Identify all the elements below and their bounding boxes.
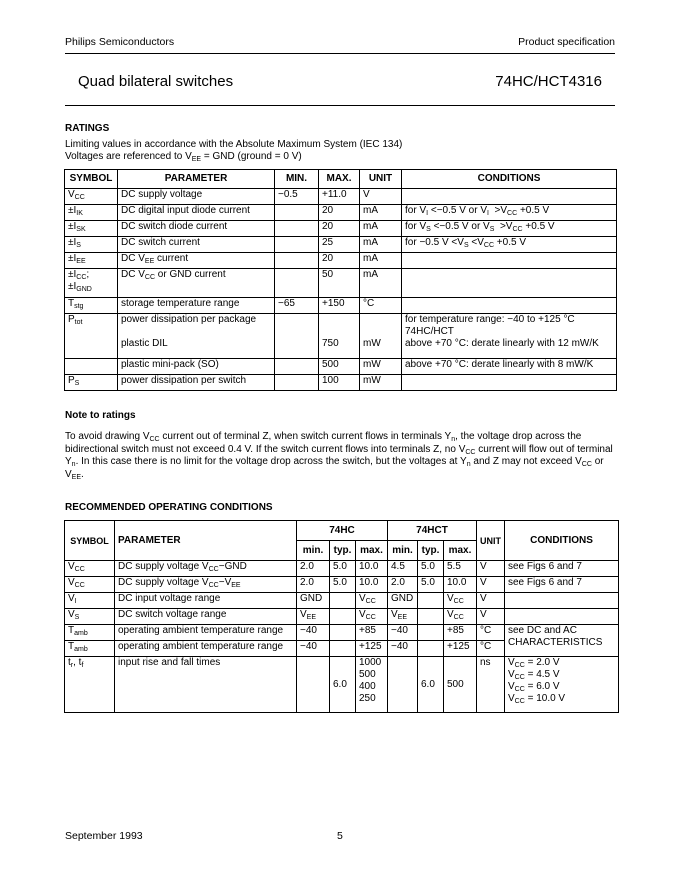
group-74hct: 74HCT [388, 521, 477, 541]
ratings-line-1: Limiting values in accordance with the Absolute Maximum System (IEC 134) [65, 139, 403, 150]
col-conditions: CONDITIONS [505, 521, 619, 561]
table-row: $\pm I_{SK}$ DC switch diode current 20 mA for $V_S <-0.5$ V or $V_S >V_{CC} +0.5$ V [65, 221, 617, 237]
ratings-header-row [65, 170, 617, 189]
company-name: Philips Semiconductors [65, 36, 175, 48]
col-hct-max: max. [444, 541, 477, 561]
table-row: $t_r$, $t_f$ input rise and fall times 6.0 1000 500 400 250 6.0 500 ns $V_{CC} = 2.0$ V $V_{CC} = 4.5$ V $V_{CC} = 6.0$ V $V_{CC} = 10.0$ V [65, 657, 619, 713]
table-row: $\pm I_S$ DC switch current 25 mA for −0.5 $V <V_S <V_{CC} +0.5$ V [65, 237, 617, 253]
table-row: $V_I$ DC input voltage range GND $V_{CC}$ GND $V_{CC}$ V [65, 593, 619, 609]
col-unit: UNIT [477, 521, 505, 561]
header-divider [65, 53, 615, 54]
col-hct-min: min. [388, 541, 418, 561]
roc-heading: RECOMMENDED OPERATING CONDITIONS [65, 502, 273, 513]
table-row: $T_{amb}$ operating ambient temperature range −40 +85 −40 +85 °C see DC and AC CHARACTERISTICS [65, 625, 619, 641]
note-heading: Note to ratings [65, 410, 136, 421]
col-unit: UNIT [360, 170, 402, 189]
col-parameter: PARAMETER [118, 170, 275, 189]
title-divider [65, 105, 615, 106]
table-row: $V_{CC}$ DC supply voltage $V_{CC}-V_{EE}$ 2.0 5.0 10.0 2.0 5.0 10.0 V see Figs 6 and 7 [65, 577, 619, 593]
col-hct-typ: typ. [418, 541, 444, 561]
table-row: $\pm I_{CC}$; $\pm I_{GND}$ DC $V_{CC}$ or GND current 50 mA [65, 269, 617, 298]
table-row: $\pm I_{EE}$ DC $V_{EE}$ current 20 mA [65, 253, 617, 269]
roc-table [64, 520, 619, 713]
col-symbol: SYMBOL [65, 521, 115, 561]
note-text: To avoid drawing $V_{CC}$ current out of terminal Z, when switch current flows in terminals $Y_n$, the voltage drop across the bidirectional switch must not exceed 0.4 V. If the switch current flows into terminals Z, no $V_{CC}$ current will flow out of terminal $Y_n$. In this case there is no limit for the voltage drop across the switch, but the voltages at $Y_n$ and Z may not exceed $V_{CC}$ or $V_{EE}$. [65, 431, 613, 481]
group-74hc: 74HC [297, 521, 388, 541]
page-title: Quad bilateral switches [78, 73, 234, 90]
col-symbol: SYMBOL [65, 170, 118, 189]
table-row: plastic mini-pack (SO) 500 mW above +70 °C: derate linearly with 8 mW/K [65, 359, 617, 375]
document-type: Product specification [518, 36, 615, 48]
col-conditions: CONDITIONS [402, 170, 617, 189]
col-min: MIN. [275, 170, 319, 189]
col-hc-max: max. [356, 541, 388, 561]
footer-date: September 1993 [65, 830, 143, 842]
table-row: $T_{amb}$ operating ambient temperature range −40 +125 −40 +125 °C [65, 641, 619, 657]
col-hc-typ: typ. [330, 541, 356, 561]
table-row: $\pm I_{IK}$ DC digital input diode current 20 mA for $V_I <-0.5$ V or $V_I >V_{CC} +0.5$ V [65, 205, 617, 221]
table-row: $P_S$ power dissipation per switch 100 mW [65, 375, 617, 391]
col-hc-min: min. [297, 541, 330, 561]
table-row: $T_{stg}$ storage temperature range −65 +150 °C [65, 298, 617, 314]
roc-header-row-1 [65, 521, 619, 541]
ratings-heading: RATINGS [65, 123, 110, 134]
table-row: $V_S$ DC switch voltage range $V_{EE}$ $V_{CC}$ $V_{EE}$ $V_{CC}$ V [65, 609, 619, 625]
ratings-line-2: Voltages are referenced to $V_{EE}$ = GND (ground = 0 V) [65, 151, 302, 163]
table-row: $P_{tot}$ power dissipation per package plastic DIL 750 mW for temperature range: −40 to +125 °C 74HC/HCT above +70 °C: derate linearly with 12 mW/K [65, 314, 617, 359]
part-number: 74HC/HCT4316 [495, 73, 602, 90]
table-row: $V_{CC}$ DC supply voltage −0.5 +11.0 V [65, 189, 617, 205]
ratings-table [64, 169, 617, 391]
table-row: $V_{CC}$ DC supply voltage $V_{CC}-GND$ 2.0 5.0 10.0 4.5 5.0 5.5 V see Figs 6 and 7 [65, 561, 619, 577]
col-max: MAX. [319, 170, 360, 189]
page-number: 5 [337, 830, 343, 842]
col-parameter: PARAMETER [115, 521, 297, 561]
